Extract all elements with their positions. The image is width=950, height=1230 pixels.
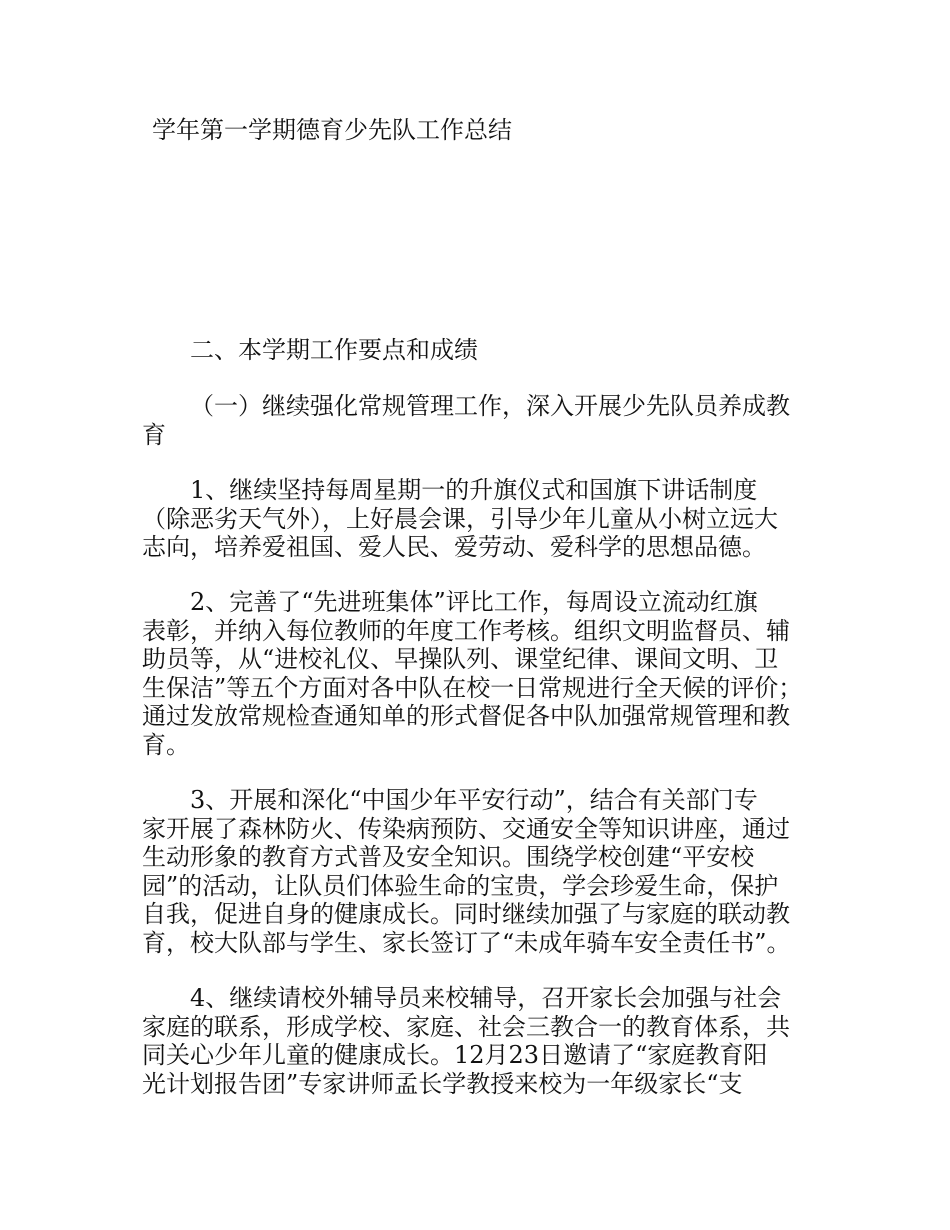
paragraph-line: 通过发放常规检查通知单的形式督促各中队加强常规管理和教: [142, 702, 790, 730]
paragraph-line: 家庭的联系，形成学校、家庭、社会三教合一的教育体系，共: [142, 1012, 790, 1041]
paragraph-line: 4、继续请校外辅导员来校辅导，召开家长会加强与社会: [190, 984, 782, 1012]
paragraph-4: [142, 984, 832, 1098]
paragraph-line: 园”的活动，让队员们体验生命的宝贵，学会珍爱生命，保护: [142, 871, 779, 900]
paragraph-3: [142, 786, 832, 957]
paragraph-2: [142, 588, 832, 759]
document-title: 学年第一学期德育少先队工作总结: [152, 116, 512, 144]
paragraph-line: 光计划报告团”专家讲师孟长学教授来校为一年级家长“支: [142, 1069, 743, 1098]
paragraph-1: [142, 476, 832, 562]
subsection-heading: [142, 392, 832, 449]
subsection-heading-line: （一）继续强化常规管理工作，深入开展少先队员养成教: [190, 392, 790, 420]
paragraph-line: （除恶劣天气外），上好晨会课，引导少年儿童从小树立远大: [142, 504, 778, 533]
paragraph-line: 2、完善了“先进班集体”评比工作，每周设立流动红旗: [190, 588, 758, 616]
paragraph-line: 同关心少年儿童的健康成长。12月23日邀请了“家庭教育阳: [142, 1041, 768, 1069]
paragraph-line: 表彰，并纳入每位教师的年度工作考核。组织文明监督员、辅: [142, 616, 790, 645]
paragraph-line: 生动形象的教育方式普及安全知识。围绕学校创建“平安校: [142, 843, 755, 871]
paragraph-line: 3、开展和深化“中国少年平安行动”，结合有关部门专: [190, 786, 758, 814]
paragraph-line: 生保洁”等五个方面对各中队在校一日常规进行全天候的评价；: [142, 673, 803, 702]
paragraph-line: 育。: [142, 730, 190, 759]
paragraph-line: 育，校大队部与学生、家长签订了“未成年骑车安全责任书”。: [142, 928, 791, 957]
paragraph-line: 家开展了森林防火、传染病预防、交通安全等知识讲座，通过: [142, 814, 790, 843]
paragraph-line: 1、继续坚持每周星期一的升旗仪式和国旗下讲话制度: [190, 476, 758, 504]
paragraph-line: 自我，促进自身的健康成长。同时继续加强了与家庭的联动教: [142, 900, 790, 928]
paragraph-line: 志向，培养爱祖国、爱人民、爱劳动、爱科学的思想品德。: [142, 533, 766, 561]
section-heading-text: 二、本学期工作要点和成绩: [190, 336, 478, 364]
section-heading: [142, 336, 832, 365]
paragraph-line: 助员等，从“进校礼仪、早操队列、课堂纪律、课间文明、卫: [142, 645, 779, 673]
subsection-heading-line: 育: [142, 420, 166, 449]
